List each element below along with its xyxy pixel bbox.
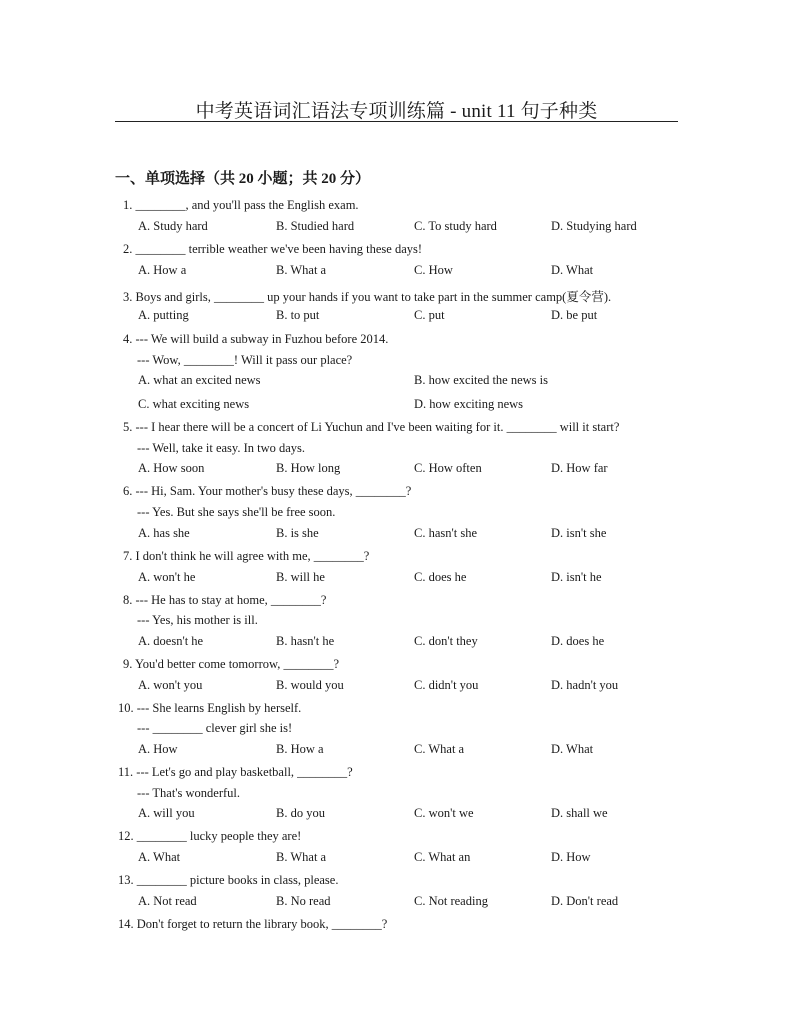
option-a[interactable]: A. Not read	[138, 894, 197, 908]
option-a[interactable]: A. putting	[138, 308, 189, 322]
option-d[interactable]: D. isn't she	[551, 526, 607, 540]
option-a[interactable]: A. How soon	[138, 461, 205, 475]
option-d[interactable]: D. isn't he	[551, 570, 602, 584]
option-c[interactable]: C. didn't you	[414, 678, 479, 692]
option-a[interactable]: A. doesn't he	[138, 634, 204, 648]
question-stem: 14. Don't forget to return the library book, ________?	[118, 917, 388, 931]
section-heading: 一、单项选择（共 20 小题；共 20 分）	[115, 171, 371, 187]
question-stem: 2. ________ terrible weather we've been having these days!	[123, 242, 423, 256]
option-b[interactable]: B. hasn't he	[276, 634, 335, 648]
option-c[interactable]: C. Not reading	[414, 894, 488, 908]
page-title: 中考英语词汇语法专项训练篇 - unit 11 句子种类	[195, 101, 598, 122]
question-stem: 6. --- Hi, Sam. Your mother's busy these days, ________?	[123, 484, 412, 498]
question-stem: 10. --- She learns English by herself.	[118, 701, 302, 715]
option-b[interactable]: B. How a	[276, 742, 324, 756]
question-stem: 3. Boys and girls, ________ up your hands if you want to take part in the summer camp(夏令营).	[123, 290, 612, 304]
option-c[interactable]: C. What a	[414, 742, 465, 756]
option-c[interactable]: C. does he	[414, 570, 467, 584]
option-c[interactable]: C. To study hard	[414, 219, 497, 233]
option-b[interactable]: B. how excited the news is	[414, 373, 549, 387]
option-d[interactable]: D. How	[551, 850, 591, 864]
option-a[interactable]: A. won't he	[138, 570, 196, 584]
title-underline	[115, 121, 678, 122]
option-b[interactable]: B. How long	[276, 461, 341, 475]
option-b[interactable]: B. What a	[276, 850, 327, 864]
option-c[interactable]: C. What an	[414, 850, 471, 864]
option-d[interactable]: D. does he	[551, 634, 605, 648]
option-a[interactable]: A. What	[138, 850, 181, 864]
option-b[interactable]: B. Studied hard	[276, 219, 355, 233]
option-b[interactable]: B. to put	[276, 308, 320, 322]
question-stem: 12. ________ lucky people they are!	[118, 829, 302, 843]
option-c[interactable]: C. don't they	[414, 634, 478, 648]
option-c[interactable]: C. what exciting news	[138, 397, 250, 411]
option-a[interactable]: A. will you	[138, 806, 195, 820]
option-b[interactable]: B. What a	[276, 263, 327, 277]
question-dialogue-line: --- Well, take it easy. In two days.	[137, 441, 306, 455]
question-stem: 4. --- We will build a subway in Fuzhou before 2014.	[123, 332, 389, 346]
option-d[interactable]: D. how exciting news	[414, 397, 524, 411]
option-c[interactable]: C. put	[414, 308, 445, 322]
question-dialogue-line: --- That's wonderful.	[137, 786, 241, 800]
option-c[interactable]: C. hasn't she	[414, 526, 478, 540]
option-d[interactable]: D. What	[551, 263, 594, 277]
option-d[interactable]: D. Don't read	[551, 894, 619, 908]
question-stem: 11. --- Let's go and play basketball, ________?	[118, 765, 353, 779]
question-stem: 9. You'd better come tomorrow, ________?	[123, 657, 339, 671]
option-a[interactable]: A. what an excited news	[138, 373, 261, 387]
option-c[interactable]: C. How often	[414, 461, 482, 475]
option-c[interactable]: C. How	[414, 263, 453, 277]
question-dialogue-line: --- Wow, ________! Will it pass our place?	[137, 353, 353, 367]
option-a[interactable]: A. won't you	[138, 678, 203, 692]
option-a[interactable]: A. How a	[138, 263, 187, 277]
option-d[interactable]: D. What	[551, 742, 594, 756]
question-stem: 13. ________ picture books in class, please.	[118, 873, 339, 887]
option-b[interactable]: B. No read	[276, 894, 331, 908]
option-d[interactable]: D. Studying hard	[551, 219, 637, 233]
option-d[interactable]: D. be put	[551, 308, 598, 322]
option-d[interactable]: D. hadn't you	[551, 678, 619, 692]
option-a[interactable]: A. has she	[138, 526, 190, 540]
question-stem: 7. I don't think he will agree with me, ________?	[123, 549, 370, 563]
option-d[interactable]: D. How far	[551, 461, 608, 475]
option-a[interactable]: A. How	[138, 742, 178, 756]
question-dialogue-line: --- ________ clever girl she is!	[137, 721, 293, 735]
option-d[interactable]: D. shall we	[551, 806, 608, 820]
question-dialogue-line: --- Yes. But she says she'll be free soon.	[137, 505, 336, 519]
option-b[interactable]: B. would you	[276, 678, 344, 692]
question-stem: 5. --- I hear there will be a concert of Li Yuchun and I've been waiting for it. ________ will it start?	[123, 420, 620, 434]
option-b[interactable]: B. do you	[276, 806, 325, 820]
question-dialogue-line: --- Yes, his mother is ill.	[137, 613, 258, 627]
option-c[interactable]: C. won't we	[414, 806, 474, 820]
question-stem: 8. --- He has to stay at home, ________?	[123, 593, 327, 607]
option-a[interactable]: A. Study hard	[138, 219, 208, 233]
option-b[interactable]: B. is she	[276, 526, 319, 540]
question-stem: 1. ________, and you'll pass the English exam.	[123, 198, 359, 212]
option-b[interactable]: B. will he	[276, 570, 325, 584]
